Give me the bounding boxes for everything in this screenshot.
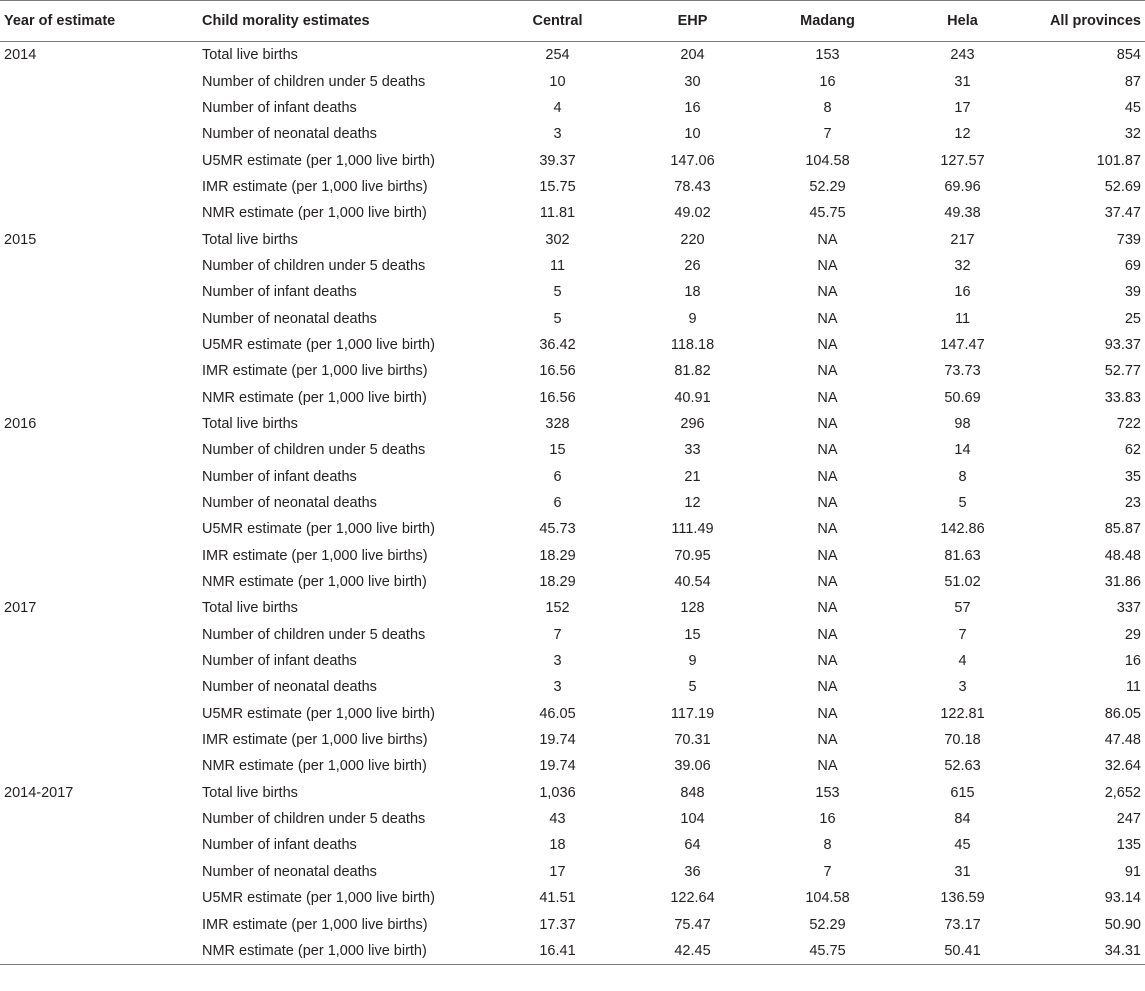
cell-estimate: Total live births (202, 415, 298, 432)
table-row (0, 226, 1145, 252)
cell-central: 11.81 (539, 205, 576, 222)
year-cell (0, 68, 200, 94)
cell-estimate: IMR estimate (per 1,000 live births) (202, 732, 428, 749)
cell-hela: 81.63 (944, 547, 981, 564)
cell-hela: 52.63 (944, 758, 981, 775)
table-row (0, 358, 1145, 384)
cell-central: 7 (553, 626, 562, 643)
cell-estimate: NMR estimate (per 1,000 live birth) (202, 205, 427, 222)
cell-ehp: 64 (684, 837, 701, 854)
cell-central: 16.56 (539, 363, 576, 380)
cell-ehp: 104 (680, 811, 705, 828)
cell-estimate: Number of neonatal deaths (202, 495, 377, 512)
table-row (0, 859, 1145, 885)
cell-madang: 45.75 (809, 205, 846, 222)
cell-madang: NA (817, 468, 838, 485)
table-row (0, 543, 1145, 569)
year-cell (0, 147, 200, 173)
cell-estimate: Number of infant deaths (202, 653, 357, 670)
year-cell (0, 701, 200, 727)
cell-ehp: 12 (684, 495, 701, 512)
cell-ehp: 42.45 (625, 938, 760, 965)
table-row (0, 174, 1145, 200)
table-row (0, 42, 1145, 69)
table-row (0, 911, 1145, 937)
cell-ehp: 81.82 (674, 363, 711, 380)
cell-all-provinces: 32.64 (1104, 758, 1141, 775)
cell-hela: 17 (954, 99, 971, 116)
cell-estimate: Number of children under 5 deaths (202, 73, 426, 90)
cell-ehp: 75.47 (674, 916, 711, 933)
year-cell: 2015 (4, 231, 37, 248)
cell-ehp: 78.43 (674, 178, 711, 195)
cell-madang: NA (817, 679, 838, 696)
cell-estimate: U5MR estimate (per 1,000 live birth) (202, 521, 435, 538)
cell-madang: NA (817, 363, 838, 380)
cell-madang: NA (817, 389, 838, 406)
cell-madang: NA (817, 284, 838, 301)
cell-madang: NA (817, 547, 838, 564)
year-cell (0, 358, 200, 384)
table-row (0, 279, 1145, 305)
cell-madang: 52.29 (809, 916, 846, 933)
cell-madang: NA (817, 626, 838, 643)
year-cell: 2017 (4, 600, 37, 617)
cell-madang: NA (817, 257, 838, 274)
year-cell (0, 200, 200, 226)
table-row (0, 121, 1145, 147)
cell-madang: NA (817, 495, 838, 512)
cell-madang: NA (817, 705, 838, 722)
cell-hela: 14 (954, 442, 971, 459)
cell-ehp: 9 (688, 310, 697, 327)
table-row (0, 437, 1145, 463)
cell-madang: NA (817, 758, 838, 775)
cell-hela: 31 (954, 73, 971, 90)
cell-hela: 45 (954, 837, 971, 854)
cell-all-provinces: 135 (1116, 837, 1141, 854)
cell-central: 16.56 (539, 389, 576, 406)
cell-all-provinces: 37.47 (1104, 205, 1141, 222)
header-ehp: EHP (625, 1, 760, 42)
cell-estimate: Number of infant deaths (202, 468, 357, 485)
table-row (0, 885, 1145, 911)
cell-central: 254 (545, 47, 570, 64)
cell-central: 17.37 (539, 916, 576, 933)
cell-central: 3 (553, 126, 562, 143)
cell-madang: 153 (815, 784, 840, 801)
cell-estimate: Number of children under 5 deaths (202, 811, 426, 828)
cell-all-provinces: 32 (1124, 126, 1141, 143)
cell-estimate: U5MR estimate (per 1,000 live birth) (202, 890, 435, 907)
cell-hela: 31 (954, 863, 971, 880)
cell-central: 45.73 (539, 521, 576, 538)
cell-central: 328 (545, 415, 570, 432)
table-row (0, 938, 1145, 965)
year-cell (0, 174, 200, 200)
cell-hela: 243 (950, 47, 975, 64)
cell-madang: 8 (823, 99, 832, 116)
cell-all-provinces: 11 (1125, 679, 1141, 696)
table-row (0, 780, 1145, 806)
cell-ehp: 70.95 (674, 547, 711, 564)
cell-all-provinces: 50.90 (1104, 916, 1141, 933)
cell-estimate: U5MR estimate (per 1,000 live birth) (202, 705, 435, 722)
table-row (0, 674, 1145, 700)
header-row (0, 1, 1145, 42)
cell-estimate: Total live births (202, 600, 298, 617)
cell-estimate: Number of neonatal deaths (202, 679, 377, 696)
cell-central: 36.42 (539, 336, 576, 353)
cell-ehp: 10 (684, 126, 701, 143)
cell-central: 19.74 (539, 758, 576, 775)
cell-central: 302 (545, 231, 570, 248)
cell-ehp: 204 (680, 47, 705, 64)
cell-central: 6 (553, 468, 562, 485)
cell-central: 46.05 (539, 705, 576, 722)
cell-ehp: 296 (680, 415, 705, 432)
cell-madang: 52.29 (809, 178, 846, 195)
cell-madang: 7 (823, 863, 832, 880)
cell-all-provinces: 2,652 (1104, 784, 1141, 801)
cell-all-provinces: 16 (1124, 653, 1141, 670)
cell-hela: 51.02 (944, 574, 981, 591)
cell-hela: 136.59 (940, 890, 985, 907)
cell-ehp: 118.18 (670, 336, 715, 353)
table-row (0, 595, 1145, 621)
cell-all-provinces: 62 (1124, 442, 1141, 459)
year-cell (0, 885, 200, 911)
cell-hela: 50.69 (944, 389, 981, 406)
cell-central: 15 (549, 442, 566, 459)
table-body (0, 42, 1145, 965)
cell-madang: NA (817, 336, 838, 353)
cell-hela: 127.57 (940, 152, 985, 169)
cell-all-provinces: 45 (1124, 99, 1141, 116)
cell-hela: 11 (954, 310, 971, 327)
cell-madang: NA (817, 521, 838, 538)
cell-hela: 147.47 (940, 336, 985, 353)
cell-all-provinces: 23 (1124, 495, 1141, 512)
cell-estimate: Number of children under 5 deaths (202, 442, 426, 459)
cell-estimate: NMR estimate (per 1,000 live birth) (202, 389, 427, 406)
cell-estimate: NMR estimate (per 1,000 live birth) (202, 574, 427, 591)
cell-all-provinces: 33.83 (1104, 389, 1141, 406)
cell-central: 1,036 (539, 784, 576, 801)
cell-hela: 8 (958, 468, 967, 485)
year-cell (0, 674, 200, 700)
year-cell (0, 806, 200, 832)
cell-ehp: 18 (684, 284, 701, 301)
cell-madang: NA (817, 600, 838, 617)
table-row (0, 411, 1145, 437)
year-cell (0, 332, 200, 358)
cell-ehp: 30 (684, 73, 701, 90)
year-cell (0, 121, 200, 147)
cell-estimate: U5MR estimate (per 1,000 live birth) (202, 336, 435, 353)
cell-estimate: U5MR estimate (per 1,000 live birth) (202, 152, 435, 169)
table-row (0, 147, 1145, 173)
cell-ehp: 40.91 (674, 389, 711, 406)
cell-hela: 7 (958, 626, 967, 643)
year-cell (0, 279, 200, 305)
table-header (0, 1, 1145, 42)
cell-ehp: 848 (680, 784, 705, 801)
cell-all-provinces: 337 (1116, 600, 1141, 617)
cell-hela: 73.73 (944, 363, 981, 380)
cell-all-provinces: 86.05 (1104, 705, 1141, 722)
cell-ehp: 21 (684, 468, 701, 485)
cell-hela: 3 (958, 679, 967, 696)
year-cell: 2014 (4, 47, 37, 64)
year-cell (0, 622, 200, 648)
header-year: Year of estimate (0, 1, 200, 42)
cell-hela: 32 (954, 257, 971, 274)
cell-estimate: Number of neonatal deaths (202, 126, 377, 143)
cell-estimate: IMR estimate (per 1,000 live births) (202, 363, 428, 380)
cell-estimate: IMR estimate (per 1,000 live births) (202, 178, 428, 195)
cell-hela: 84 (954, 811, 971, 828)
year-cell: 2014-2017 (4, 784, 74, 801)
cell-madang: 16 (819, 73, 836, 90)
cell-central: 41.51 (539, 890, 576, 907)
cell-ehp: 70.31 (674, 732, 711, 749)
year-cell (0, 305, 200, 331)
cell-hela: 69.96 (944, 178, 981, 195)
cell-all-provinces: 69 (1124, 257, 1141, 274)
cell-madang: 8 (823, 837, 832, 854)
cell-all-provinces: 87 (1124, 73, 1141, 90)
cell-central: 19.74 (539, 732, 576, 749)
table-row (0, 95, 1145, 121)
year-cell (0, 543, 200, 569)
cell-ehp: 117.19 (670, 705, 715, 722)
cell-madang: 153 (815, 47, 840, 64)
cell-estimate: Number of infant deaths (202, 837, 357, 854)
cell-ehp: 15 (684, 626, 701, 643)
year-cell (0, 516, 200, 542)
cell-all-provinces: 25 (1124, 310, 1141, 327)
cell-all-provinces: 47.48 (1104, 732, 1141, 749)
year-cell (0, 938, 200, 965)
year-cell (0, 859, 200, 885)
cell-central: 17 (549, 863, 566, 880)
cell-all-provinces: 39 (1124, 284, 1141, 301)
cell-central: 18.29 (539, 547, 576, 564)
cell-madang: 45.75 (760, 938, 895, 965)
cell-madang: 7 (823, 126, 832, 143)
cell-hela: 16 (954, 284, 971, 301)
cell-hela: 217 (950, 231, 975, 248)
year-cell (0, 832, 200, 858)
cell-ehp: 9 (688, 653, 697, 670)
table-row (0, 648, 1145, 674)
year-cell (0, 911, 200, 937)
cell-estimate: Total live births (202, 47, 298, 64)
year-cell (0, 253, 200, 279)
table-row (0, 332, 1145, 358)
cell-all-provinces: 739 (1116, 231, 1141, 248)
cell-estimate: Total live births (202, 784, 298, 801)
cell-hela: 98 (954, 415, 971, 432)
cell-madang: NA (817, 442, 838, 459)
cell-ehp: 33 (684, 442, 701, 459)
cell-all-provinces: 722 (1116, 415, 1141, 432)
table-row (0, 806, 1145, 832)
year-cell (0, 384, 200, 410)
cell-all-provinces: 854 (1116, 47, 1141, 64)
cell-ehp: 36 (684, 863, 701, 880)
cell-estimate: Number of neonatal deaths (202, 863, 377, 880)
year-cell (0, 648, 200, 674)
cell-hela: 5 (958, 495, 967, 512)
cell-all-provinces: 52.69 (1104, 178, 1141, 195)
cell-all-provinces: 247 (1116, 811, 1141, 828)
cell-madang: 104.58 (805, 152, 850, 169)
cell-all-provinces: 93.37 (1104, 336, 1141, 353)
cell-estimate: Number of infant deaths (202, 284, 357, 301)
cell-madang: 16 (819, 811, 836, 828)
cell-all-provinces: 34.31 (1030, 938, 1145, 965)
cell-estimate: Total live births (202, 231, 298, 248)
cell-hela: 57 (954, 600, 971, 617)
table-row (0, 727, 1145, 753)
year-cell (0, 490, 200, 516)
cell-central: 3 (553, 653, 562, 670)
cell-ehp: 147.06 (670, 152, 715, 169)
cell-central: 5 (553, 284, 562, 301)
cell-estimate: Number of children under 5 deaths (202, 257, 426, 274)
cell-ehp: 26 (684, 257, 701, 274)
cell-central: 6 (553, 495, 562, 512)
header-estimate: Child morality estimates (200, 1, 490, 42)
cell-central: 15.75 (539, 178, 576, 195)
cell-central: 152 (545, 600, 570, 617)
cell-estimate: NMR estimate (per 1,000 live birth) (200, 938, 490, 965)
cell-all-provinces: 52.77 (1104, 363, 1141, 380)
table-row (0, 200, 1145, 226)
cell-ehp: 111.49 (671, 521, 714, 538)
cell-ehp: 5 (688, 679, 697, 696)
cell-central: 16.41 (490, 938, 625, 965)
table-row (0, 516, 1145, 542)
table-row (0, 701, 1145, 727)
cell-all-provinces: 93.14 (1104, 890, 1141, 907)
cell-central: 43 (549, 811, 566, 828)
cell-ehp: 40.54 (674, 574, 711, 591)
cell-hela: 12 (954, 126, 971, 143)
cell-estimate: NMR estimate (per 1,000 live birth) (202, 758, 427, 775)
cell-hela: 122.81 (940, 705, 985, 722)
year-cell (0, 753, 200, 779)
cell-central: 18 (549, 837, 566, 854)
header-hela: Hela (895, 1, 1030, 42)
cell-estimate: Number of infant deaths (202, 99, 357, 116)
cell-central: 5 (553, 310, 562, 327)
cell-madang: NA (817, 310, 838, 327)
table-row (0, 832, 1145, 858)
table-row (0, 464, 1145, 490)
cell-ehp: 128 (680, 600, 705, 617)
cell-ehp: 220 (680, 231, 705, 248)
year-cell (0, 95, 200, 121)
table-row (0, 490, 1145, 516)
header-all-provinces: All provinces (1030, 1, 1145, 42)
table-row (0, 384, 1145, 410)
cell-estimate: IMR estimate (per 1,000 live births) (202, 547, 428, 564)
cell-ehp: 16 (684, 99, 701, 116)
table-row (0, 253, 1145, 279)
year-cell (0, 727, 200, 753)
table-row (0, 68, 1145, 94)
table-row (0, 753, 1145, 779)
cell-all-provinces: 85.87 (1104, 521, 1141, 538)
header-madang: Madang (760, 1, 895, 42)
cell-central: 18.29 (539, 574, 576, 591)
cell-all-provinces: 91 (1124, 863, 1141, 880)
cell-hela: 73.17 (944, 916, 981, 933)
cell-hela: 615 (950, 784, 975, 801)
cell-central: 4 (553, 99, 562, 116)
year-cell: 2016 (4, 415, 37, 432)
cell-central: 3 (553, 679, 562, 696)
cell-estimate: Number of neonatal deaths (202, 310, 377, 327)
year-cell (0, 437, 200, 463)
cell-central: 11 (549, 257, 566, 274)
cell-ehp: 49.02 (674, 205, 711, 222)
cell-ehp: 39.06 (674, 758, 711, 775)
cell-hela: 4 (958, 653, 967, 670)
cell-all-provinces: 29 (1124, 626, 1141, 643)
cell-madang: NA (817, 231, 838, 248)
cell-central: 39.37 (539, 152, 576, 169)
cell-hela: 142.86 (940, 521, 985, 538)
cell-all-provinces: 31.86 (1104, 574, 1141, 591)
cell-madang: 104.58 (805, 890, 850, 907)
cell-central: 10 (549, 73, 566, 90)
cell-hela: 70.18 (944, 732, 981, 749)
year-cell (0, 464, 200, 490)
table-row (0, 622, 1145, 648)
cell-all-provinces: 101.87 (1096, 152, 1141, 169)
table-row (0, 305, 1145, 331)
table-row (0, 569, 1145, 595)
cell-madang: NA (817, 415, 838, 432)
cell-ehp: 122.64 (670, 890, 715, 907)
year-cell (0, 569, 200, 595)
cell-all-provinces: 48.48 (1104, 547, 1141, 564)
cell-all-provinces: 35 (1124, 468, 1141, 485)
cell-estimate: Number of children under 5 deaths (202, 626, 426, 643)
cell-madang: NA (817, 732, 838, 749)
cell-estimate: IMR estimate (per 1,000 live births) (202, 916, 428, 933)
cell-madang: NA (817, 653, 838, 670)
cell-hela: 49.38 (944, 205, 981, 222)
cell-madang: NA (817, 574, 838, 591)
header-central: Central (490, 1, 625, 42)
cell-hela: 50.41 (895, 938, 1030, 965)
